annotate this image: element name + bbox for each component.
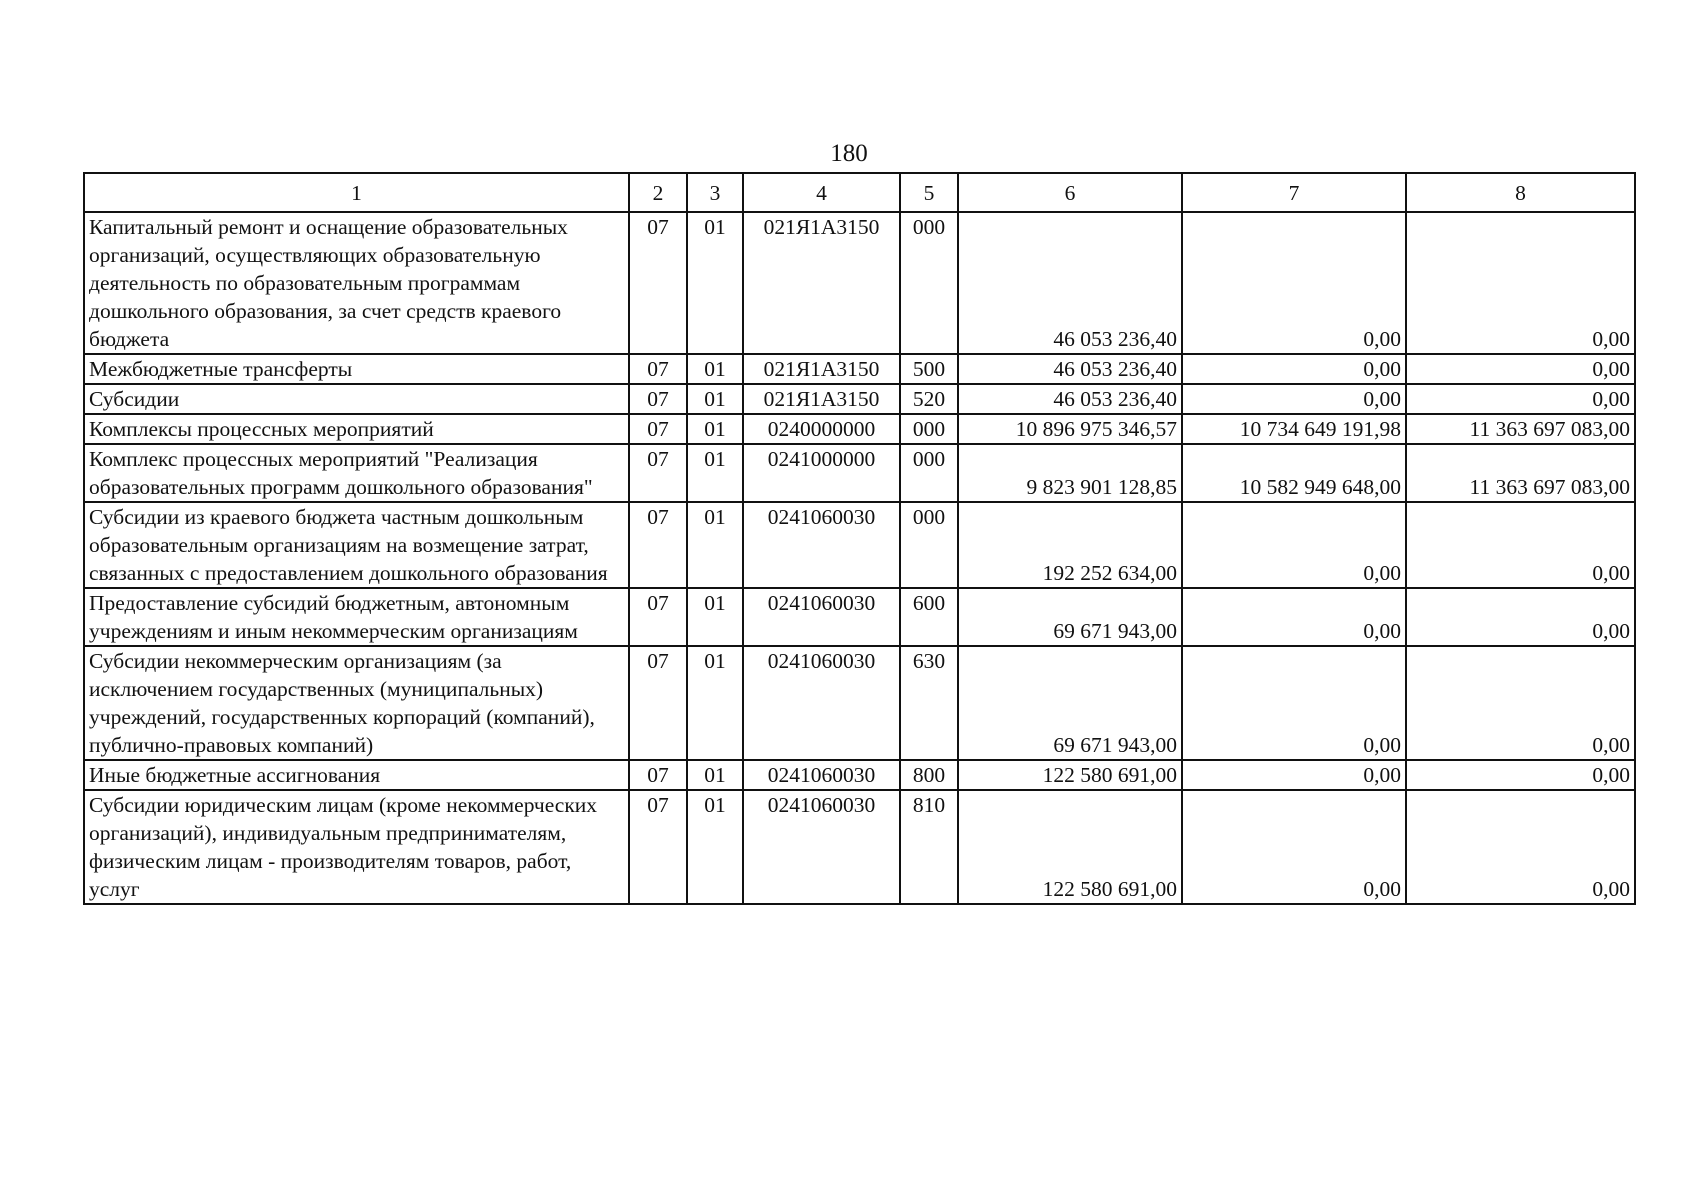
row-amount-col6: 122 580 691,00 <box>958 760 1182 790</box>
row-target-article: 0241060030 <box>743 502 900 588</box>
row-amount-col6: 122 580 691,00 <box>958 790 1182 904</box>
row-target-article: 0241000000 <box>743 444 900 502</box>
table-row <box>84 502 1635 588</box>
row-target-article: 0241060030 <box>743 646 900 760</box>
row-subsection: 01 <box>687 588 743 646</box>
row-expense-type: 000 <box>900 502 958 588</box>
row-section: 07 <box>629 414 687 444</box>
table-row <box>84 790 1635 904</box>
row-name: Иные бюджетные ассигнования <box>84 760 629 790</box>
row-section: 07 <box>629 502 687 588</box>
header-col-2: 2 <box>629 173 687 212</box>
table-row <box>84 354 1635 384</box>
row-expense-type: 000 <box>900 212 958 354</box>
header-col-4: 4 <box>743 173 900 212</box>
row-amount-col8: 0,00 <box>1406 588 1635 646</box>
row-amount-col6: 69 671 943,00 <box>958 588 1182 646</box>
row-amount-col7: 10 734 649 191,98 <box>1182 414 1406 444</box>
row-amount-col6: 192 252 634,00 <box>958 502 1182 588</box>
row-expense-type: 810 <box>900 790 958 904</box>
row-subsection: 01 <box>687 444 743 502</box>
row-target-article: 0241060030 <box>743 790 900 904</box>
row-expense-type: 600 <box>900 588 958 646</box>
row-amount-col7: 0,00 <box>1182 354 1406 384</box>
row-amount-col7: 0,00 <box>1182 502 1406 588</box>
row-name: Комплексы процессных мероприятий <box>84 414 629 444</box>
row-subsection: 01 <box>687 354 743 384</box>
row-expense-type: 000 <box>900 414 958 444</box>
row-amount-col7: 0,00 <box>1182 790 1406 904</box>
row-amount-col7: 0,00 <box>1182 384 1406 414</box>
row-expense-type: 520 <box>900 384 958 414</box>
table-row <box>84 414 1635 444</box>
row-amount-col8: 0,00 <box>1406 790 1635 904</box>
row-amount-col7: 0,00 <box>1182 588 1406 646</box>
row-amount-col6: 10 896 975 346,57 <box>958 414 1182 444</box>
row-expense-type: 500 <box>900 354 958 384</box>
row-name: Субсидии из краевого бюджета частным дошкольным образовательным организациям на возмещение затрат, связанных с предоставлением дошкольного образования <box>84 502 629 588</box>
row-amount-col8: 11 363 697 083,00 <box>1406 414 1635 444</box>
table-body <box>84 212 1635 904</box>
row-amount-col7: 0,00 <box>1182 646 1406 760</box>
header-col-3: 3 <box>687 173 743 212</box>
row-name: Предоставление субсидий бюджетным, автономным учреждениям и иным некоммерческим организациям <box>84 588 629 646</box>
row-subsection: 01 <box>687 760 743 790</box>
row-amount-col8: 0,00 <box>1406 646 1635 760</box>
row-section: 07 <box>629 384 687 414</box>
header-col-6: 6 <box>958 173 1182 212</box>
budget-table <box>83 172 1636 905</box>
page-number: 180 <box>830 140 868 167</box>
table-row <box>84 646 1635 760</box>
row-amount-col8: 0,00 <box>1406 212 1635 354</box>
row-amount-col8: 0,00 <box>1406 354 1635 384</box>
row-amount-col6: 46 053 236,40 <box>958 354 1182 384</box>
row-amount-col6: 46 053 236,40 <box>958 384 1182 414</box>
row-section: 07 <box>629 588 687 646</box>
row-subsection: 01 <box>687 790 743 904</box>
row-target-article: 021Я1А3150 <box>743 212 900 354</box>
header-col-8: 8 <box>1406 173 1635 212</box>
table-row <box>84 384 1635 414</box>
row-amount-col6: 69 671 943,00 <box>958 646 1182 760</box>
row-section: 07 <box>629 212 687 354</box>
row-subsection: 01 <box>687 646 743 760</box>
row-amount-col8: 0,00 <box>1406 502 1635 588</box>
row-section: 07 <box>629 444 687 502</box>
row-name: Субсидии <box>84 384 629 414</box>
row-expense-type: 800 <box>900 760 958 790</box>
row-name: Комплекс процессных мероприятий "Реализация образовательных программ дошкольного образования" <box>84 444 629 502</box>
row-amount-col6: 9 823 901 128,85 <box>958 444 1182 502</box>
row-target-article: 021Я1А3150 <box>743 384 900 414</box>
row-section: 07 <box>629 790 687 904</box>
row-amount-col6: 46 053 236,40 <box>958 212 1182 354</box>
row-expense-type: 000 <box>900 444 958 502</box>
row-expense-type: 630 <box>900 646 958 760</box>
header-row <box>84 173 1635 212</box>
table-row <box>84 212 1635 354</box>
row-section: 07 <box>629 354 687 384</box>
row-subsection: 01 <box>687 212 743 354</box>
row-target-article: 0241060030 <box>743 588 900 646</box>
row-section: 07 <box>629 646 687 760</box>
row-subsection: 01 <box>687 414 743 444</box>
row-target-article: 0240000000 <box>743 414 900 444</box>
row-subsection: 01 <box>687 502 743 588</box>
row-amount-col8: 0,00 <box>1406 760 1635 790</box>
table-row <box>84 760 1635 790</box>
row-section: 07 <box>629 760 687 790</box>
row-name: Капитальный ремонт и оснащение образовательных организаций, осуществляющих образовательную деятельность по образовательным программам дошкольного образования, за счет средств краевого бюджета <box>84 212 629 354</box>
row-target-article: 021Я1А3150 <box>743 354 900 384</box>
row-amount-col7: 0,00 <box>1182 760 1406 790</box>
header-col-1: 1 <box>84 173 629 212</box>
row-amount-col8: 11 363 697 083,00 <box>1406 444 1635 502</box>
row-target-article: 0241060030 <box>743 760 900 790</box>
row-name: Субсидии юридическим лицам (кроме некоммерческих организаций), индивидуальным предпринимателям, физическим лицам - производителям товаров, работ, услуг <box>84 790 629 904</box>
row-amount-col8: 0,00 <box>1406 384 1635 414</box>
row-amount-col7: 10 582 949 648,00 <box>1182 444 1406 502</box>
row-amount-col7: 0,00 <box>1182 212 1406 354</box>
table-row <box>84 444 1635 502</box>
header-col-5: 5 <box>900 173 958 212</box>
row-name: Субсидии некоммерческим организациям (за исключением государственных (муниципальных) учреждений, государственных корпораций (компаний), публично-правовых компаний) <box>84 646 629 760</box>
row-name: Межбюджетные трансферты <box>84 354 629 384</box>
header-col-7: 7 <box>1182 173 1406 212</box>
table-header <box>84 173 1635 212</box>
row-subsection: 01 <box>687 384 743 414</box>
table-row <box>84 588 1635 646</box>
